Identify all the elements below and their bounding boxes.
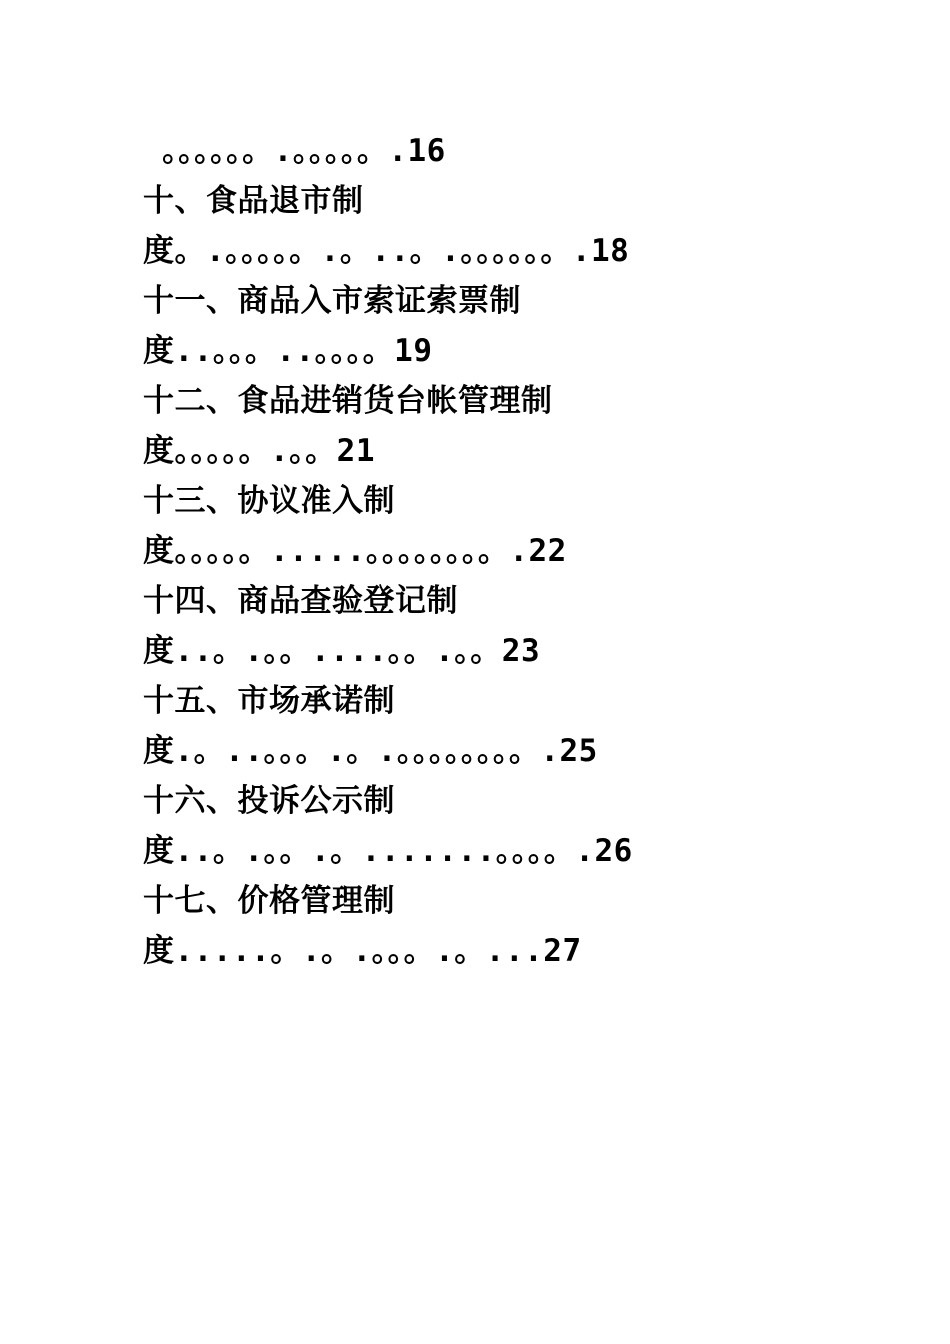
toc-entry-leader: 度。.。。。。。.。..。.。。。。。。.18 <box>143 233 630 269</box>
toc-entry-title: 十四、商品查验登记制 <box>143 583 458 619</box>
toc-entry-leader: 度..。。。..。。。。19 <box>143 333 433 369</box>
toc-entry-leader: 度。。。。。.。。21 <box>143 433 375 469</box>
table-of-contents <box>143 126 843 976</box>
toc-entry-leader: 度.。..。。。.。.。。。。。。。。.25 <box>143 733 598 769</box>
toc-entry-leader: 度.....。.。.。。。.。...27 <box>143 933 582 969</box>
toc-entry-leader: 度..。.。。....。。.。。23 <box>143 633 541 669</box>
toc-entry-leader: 度。。。。。.....。。。。。。。。.22 <box>143 533 567 569</box>
toc-entry-title: 十六、投诉公示制 <box>143 783 395 819</box>
toc-entry-title: 十一、商品入市索证索票制 <box>143 283 521 319</box>
toc-entry-title: 十七、价格管理制 <box>143 883 395 919</box>
toc-line: 。。。。。。.。。。。。.16 <box>143 133 446 169</box>
toc-entry-title: 十二、食品进销货台帐管理制 <box>143 383 553 419</box>
toc-entry-title: 十、食品退市制 <box>143 183 364 219</box>
toc-entry-title: 十三、协议准入制 <box>143 483 395 519</box>
toc-entry-leader: 度..。.。。.。.......。。。。.26 <box>143 833 633 869</box>
toc-entry-title: 十五、市场承诺制 <box>143 683 395 719</box>
